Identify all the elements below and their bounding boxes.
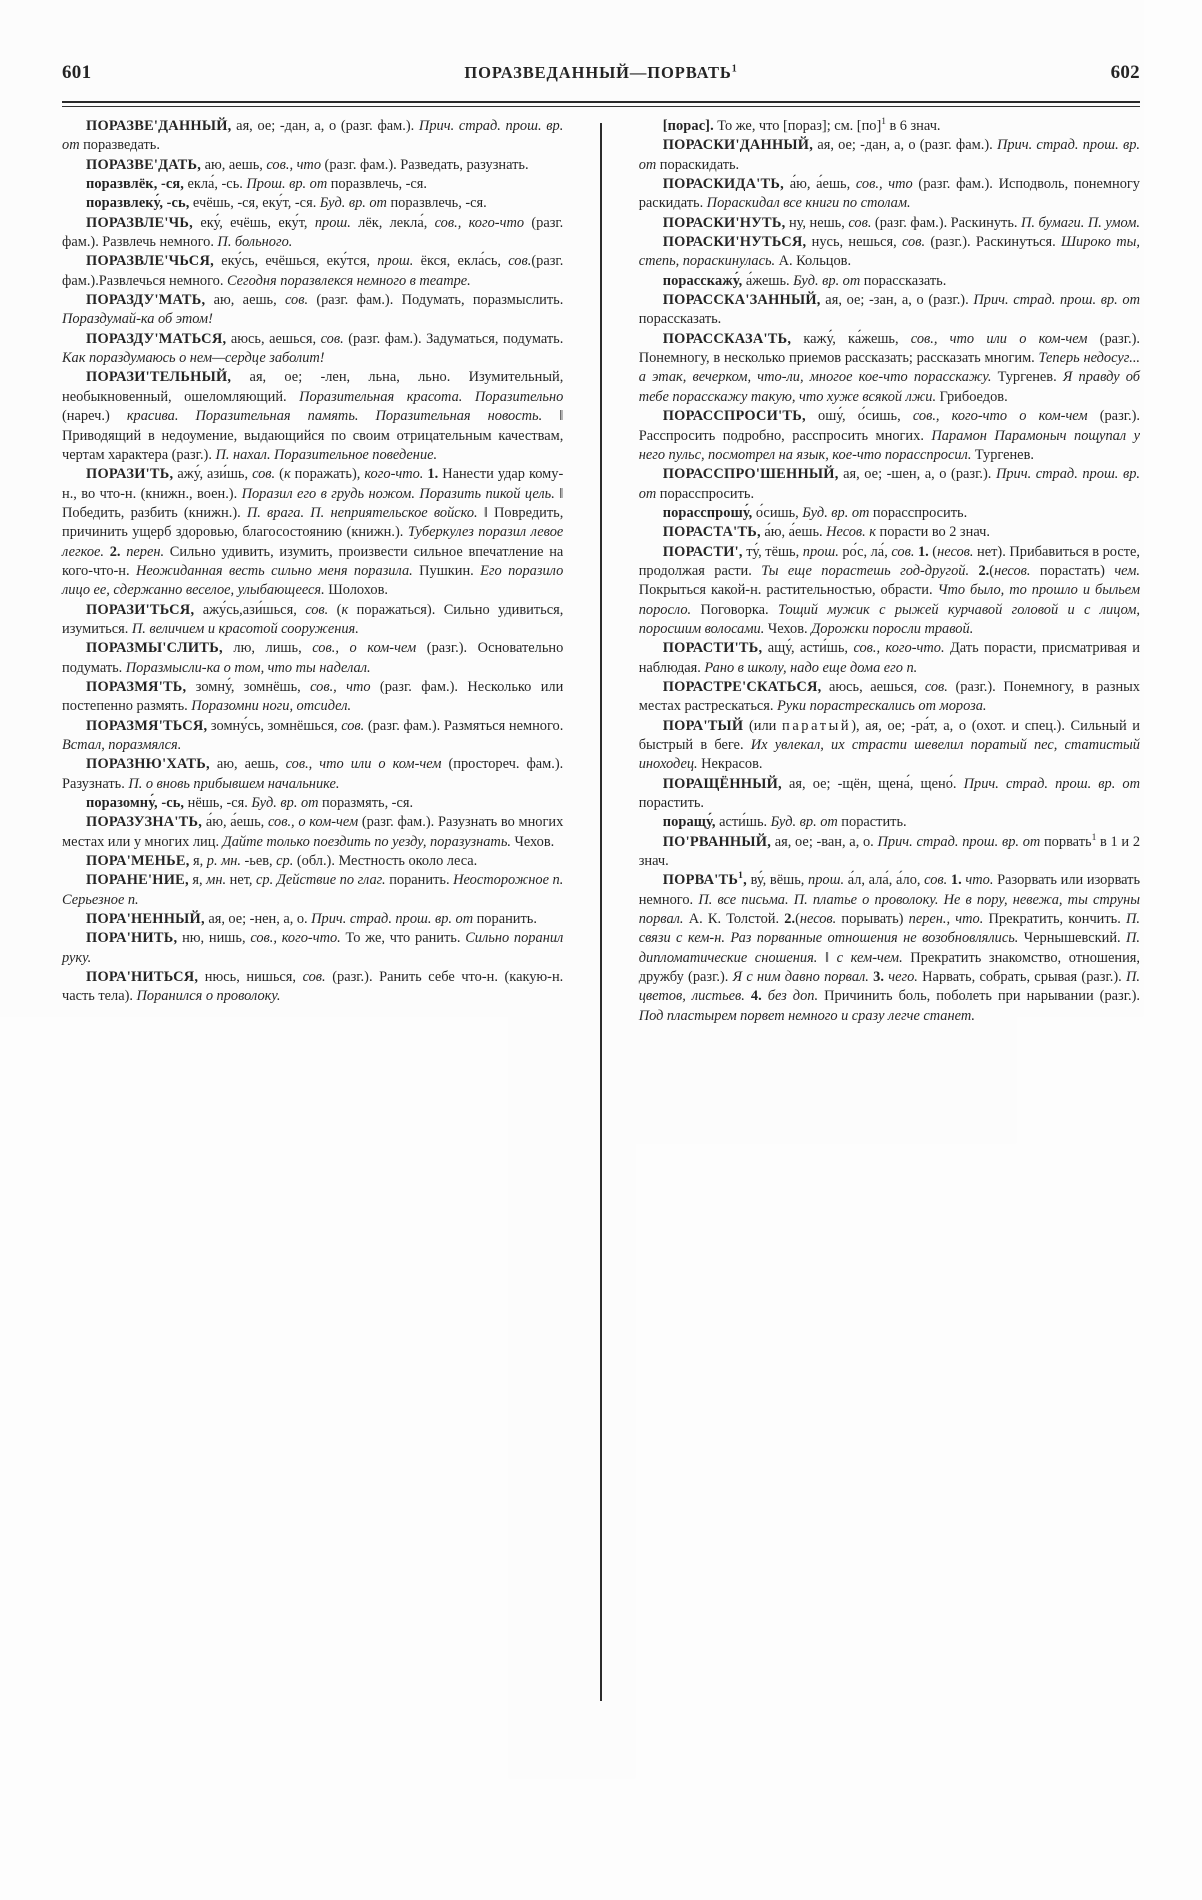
dictionary-entry	[639, 504, 1140, 523]
entry-definition: ту́, тёшь, прош. ро́с, ла́, сов. 1. (несов. нет). Прибавиться в росте, продолжая расти. Ты еще порастешь год-другой. 2.(несов. порастать) чем. Покрыться какой-н. растительностью, обрасти. Что было, то прошло и быльем поросло. Поговорка. Тощий мужик с рыжей курчавой головой и с лицом, поросшим волосами. Чехов. Дорожки поросли травой.	[638, 543, 1141, 637]
entry-definition: аю, аешь, сов., что или о ком-чем (простореч. фам.). Разузнать. П. о вновь прибывшем начальнике.	[62, 756, 564, 792]
entry-definition: ая, ое; -щён, щена́, щено́. Прич. страд. прош. вр. от порастить.	[638, 775, 1141, 812]
entry-headword: поращу́,	[662, 814, 716, 831]
entry-headword: ПОРАССКА'ЗАННЫЙ,	[662, 292, 821, 309]
entry-headword: ПОРАСКИДА'ТЬ,	[662, 176, 785, 193]
entry-definition: ну, нешь, сов. (разг. фам.). Раскинуть. П. бумаги. П. умом.	[785, 214, 1140, 231]
dictionary-entry	[62, 601, 563, 640]
entry-headword: ПОРАССКАЗА'ТЬ,	[662, 330, 792, 347]
dictionary-entry	[62, 117, 563, 156]
dictionary-entry	[639, 272, 1140, 291]
entry-headword: ПОРА'НИТЬ,	[86, 930, 178, 947]
entry-headword: ПОРА'МЕНЬЕ,	[86, 853, 190, 870]
dictionary-entry	[62, 813, 563, 852]
entry-headword: ПОРАЗИ'ТЬ,	[86, 466, 174, 483]
dictionary-entry	[639, 291, 1140, 330]
dictionary-entry	[62, 968, 563, 1007]
entry-headword: порасспрошу́,	[662, 504, 753, 521]
entry-definition: лю, лишь, сов., о ком-чем (разг.). Основательно подумать. Поразмысли-ка о том, что ты наделал.	[62, 640, 564, 676]
entry-headword: ПОРАЗВЕ'ДАННЫЙ,	[86, 118, 232, 134]
entry-definition: еку́сь, ечёшься, еку́тся, прош. ёкся, екла́сь, сов.(разг. фам.).Развлечься немного. Сегодня поразвлекся немного в театре.	[62, 253, 564, 289]
entry-headword: ПОРАЗМЫ'СЛИТЬ,	[86, 640, 223, 657]
running-head-title	[464, 63, 737, 83]
dictionary-entry	[62, 175, 563, 194]
entry-headword: ПОРАССПРОСИ'ТЬ,	[662, 408, 806, 425]
dictionary-entry	[62, 871, 563, 910]
entry-headword: ПОРАЗВЕ'ДАТЬ,	[86, 156, 202, 173]
entry-definition: аюсь, аешься, сов. (разг.). Понемногу, в разных местах растрескаться. Руки порастрескались от мороза.	[638, 678, 1141, 715]
entry-definition: ая, ое; -лен, льна, льно. Изумительный, необыкновенный, ошеломляющий. Поразительная красота. Поразительно (нареч.) красива. Поразительная память. Поразительная новость. ‖ Приводящий в недоумение, выдающийся по своим отрицательным качествам, чертам характера (разг.). П. нахал. Поразительное поведение.	[62, 369, 564, 463]
column-divider-rule	[600, 123, 602, 1701]
entry-headword: ПОРАЗВЛЕ'ЧЬСЯ,	[86, 253, 214, 270]
entry-definition: ву́, вёшь, прош. а́л, ала́, а́ло, сов. 1. что. Разорвать или изорвать немного. П. все письма. П. платье о проволоку. Не в пору, невежа, ты струны порвал. А. К. Толстой. 2.(несов. порывать) перен., что. Прекратить, кончить. П. связи с кем-н. Раз порванные отношения не возобновлялись. Чернышевский. П. дипломатические сношения. ‖ с кем-чем. Прекратить знакомство, отношения, дружбу (разг.). Я с ним давно порвал. 3. чего. Нарвать, собрать, срывая (разг.). П. цветов, листьев. 4. без доп. Причинить боль, поболеть при нарывании (разг.). Под пластырем порвет немного и сразу легче станет.	[638, 872, 1141, 1024]
entry-definition: я, мн. нет, ср. Действие по глаг. поранить. Неосторожное п. Серьезное п.	[62, 872, 564, 908]
entry-headword: ПОРАЗДУ'МАТЬСЯ,	[86, 330, 227, 347]
running-head-text: ПОРАЗВЕДАННЫЙ—ПОРВАТЬ	[464, 63, 732, 82]
entry-definition: аю, аешь, сов., что (разг. фам.). Разведать, разузнать.	[201, 156, 529, 173]
dictionary-entry	[62, 717, 563, 756]
entry-definition: ая, ое; -зан, а, о (разг.). Прич. страд. прош. вр. от порассказать.	[638, 292, 1141, 328]
entry-definition: ая, ое; -дан, а, о (разг. фам.). Прич. страд. прош. вр. от поразведать.	[62, 118, 564, 154]
entry-definition: асти́шь. Буд. вр. от порастить.	[715, 814, 907, 831]
entry-definition: (или паратый), ая, ое; -ра́т, а, о (охот. и спец.). Сильный и быстрый в беге. Их увлекал, их страсти шевелил поратый пес, статистый иноходец. Некрасов.	[638, 717, 1141, 773]
entry-headword: порасскажу́,	[662, 272, 743, 289]
dictionary-entry	[62, 794, 563, 813]
entry-headword: ПОРАССПРО'ШЕННЫЙ,	[662, 466, 839, 483]
dictionary-entry	[62, 639, 563, 678]
entry-headword: ПОРАСТИ'ТЬ,	[662, 640, 763, 657]
entry-definition: о́сишь, Буд. вр. от порасспросить.	[752, 504, 968, 521]
dictionary-entry	[62, 291, 563, 330]
entry-headword: поразвлеку́, -сь,	[86, 195, 190, 212]
dictionary-entry	[639, 717, 1140, 775]
entry-definition: а́ю, а́ешь, сов., о ком-чем (разг. фам.). Разузнать во многих местах или у многих лиц. Дайте только поездить по уезду, поразузнать. Чехов.	[62, 814, 564, 850]
entry-headword: ПОРА'НЕННЫЙ,	[86, 911, 205, 928]
header-rule-thin	[62, 106, 1140, 107]
entry-definition: ащу́, асти́шь, сов., кого-что. Дать порасти, присматривая и наблюдая. Рано в школу, надо еще дома его п.	[638, 640, 1141, 676]
entry-headword: ПОРАЗНЮ'ХАТЬ,	[86, 756, 210, 773]
dictionary-entry	[639, 214, 1140, 233]
dictionary-entry	[62, 156, 563, 175]
entry-definition: а́жешь. Буд. вр. от порассказать.	[742, 272, 947, 289]
entry-headword: ПОРАЩЁННЫЙ,	[662, 775, 782, 792]
entry-definition: ошу́, о́сишь, сов., кого-что о ком-чем (разг.). Расспросить подробно, расспросить многих. Парамон Парамоныч пощупал у него пульс, посмотрел на язык, кое-что порасспросил. Тургенев.	[638, 408, 1141, 463]
entry-headword: ПОРА'НИТЬСЯ,	[86, 969, 199, 986]
entry-headword: ПОРАСТА'ТЬ,	[662, 524, 761, 541]
dictionary-entry	[62, 214, 563, 253]
folio-left: 601	[62, 62, 92, 83]
entry-definition: аюсь, аешься, сов. (разг. фам.). Задуматься, подумать. Как пораздумаюсь о нем—сердце заболит!	[62, 330, 564, 367]
entry-definition: ая, ое; -нен, а, о. Прич. страд. прош. вр. от поранить.	[204, 911, 537, 928]
dictionary-entry	[639, 175, 1140, 214]
entry-definition: а́ю, а́ешь, сов., что (разг. фам.). Исподволь, понемногу раскидать. Пораскидал все книги по столам.	[638, 176, 1140, 212]
dictionary-entry	[62, 252, 563, 291]
running-head-superscript: 1	[731, 63, 738, 75]
entry-definition: аю, аешь, сов. (разг. фам.). Подумать, поразмыслить. Пораздумай-ка об этом!	[62, 292, 564, 328]
column-gutter	[575, 117, 626, 1757]
left-column	[62, 117, 575, 1757]
entry-definition: кажу́, ка́жешь, сов., что или о ком-чем (разг.). Понемногу, в несколько приемов рассказать; рассказать многим. Теперь недосуг... а этак, вечерком, что-ли, многое кое-что порасскажу. Тургенев. Я правду об тебе порасскажу такую, что хуже всякой лжи. Грибоедов.	[638, 330, 1141, 405]
dictionary-entry	[62, 330, 563, 369]
entry-headword: [порас].	[662, 118, 714, 134]
dictionary-entry	[639, 833, 1140, 872]
entry-headword: $ПОРВА'ТЬ^1$,	[662, 871, 747, 889]
entry-definition: я, р. мн. -ьев, ср. (обл.). Местность около леса.	[189, 853, 478, 870]
dictionary-entry	[62, 465, 563, 600]
entry-headword: ПОРАЗМЯ'ТЬ,	[86, 678, 187, 695]
entry-definition: екла́, -сь. Прош. вр. от поразвлечь, -ся.	[183, 176, 428, 193]
entry-headword: ПОРАСКИ'ДАННЫЙ,	[662, 137, 814, 154]
right-column	[627, 117, 1140, 1757]
entry-headword: ПОРАСКИ'НУТЬСЯ,	[662, 234, 807, 251]
entry-headword: ПОРАЗИ'ТЬСЯ,	[86, 601, 195, 618]
entry-definition: нёшь, -ся. Буд. вр. от поразмять, -ся.	[184, 795, 414, 812]
entry-definition: ажу́, ази́шь, сов. (к поражать), кого-что. 1. Нанести удар кому-н., во что-н. (книжн., воен.). Поразил его в грудь ножом. Поразить пикой цель. ‖ Победить, разбить (книжн.). П. врага. П. неприятельское войско. ‖ Повредить, причинить ущерб здоровью, благосостоянию (книжн.). Туберкулез поразил левое легкое. 2. перен. Сильно удивить, изумить, произвести сильное впечатление на кого-что-н. Неожиданная весть сильно меня поразила. Пушкин. Его поразило лицо ее, сдержанно веселое, улыбающееся. Шолохов.	[62, 466, 564, 599]
dictionary-entry	[62, 755, 563, 794]
dictionary-entry	[62, 910, 563, 929]
dictionary-entry	[62, 678, 563, 717]
dictionary-entry	[639, 543, 1140, 640]
running-head	[62, 62, 1140, 96]
entry-definition: еку́, ечёшь, еку́т, прош. лёк, лекла́, сов., кого-что (разг. фам.). Развлечь немного. П. больного.	[62, 214, 564, 251]
dictionary-entry	[639, 523, 1140, 542]
folio-right: 602	[1110, 62, 1140, 83]
dictionary-entry	[639, 136, 1140, 175]
entry-headword: поразомну́, -сь,	[86, 795, 185, 812]
entry-headword: ПОРАСКИ'НУТЬ,	[662, 214, 786, 231]
dictionary-entry	[639, 678, 1140, 717]
entry-headword: ПОРАЗМЯ'ТЬСЯ,	[86, 717, 208, 734]
dictionary-entry	[639, 407, 1140, 465]
entry-headword: ПОРАЗДУ'МАТЬ,	[86, 292, 206, 309]
entry-definition: зомну́, зомнёшь, сов., что (разг. фам.). Несколько или постепенно размять. Поразомни ноги, отсидел.	[62, 678, 564, 715]
entry-definition: ажу́сь,ази́шься, сов. (к поражаться). Сильно удивиться, изумиться. П. величием и красотой сооружения.	[62, 601, 564, 637]
entry-headword: ПОРАЗИ'ТЕЛЬНЫЙ,	[86, 369, 232, 386]
entry-definition: ая, ое; -дан, а, о (разг. фам.). Прич. страд. прош. вр. от пораскидать.	[638, 137, 1141, 173]
entry-headword: ПОРАЗУЗНА'ТЬ,	[86, 814, 203, 831]
dictionary-entry	[639, 330, 1140, 407]
entry-definition: То же, что [пораз]; см. [по]$^1$ в 6 знач.	[713, 117, 941, 134]
entry-definition: зомну́сь, зомнёшься, сов. (разг. фам.). Размяться немного. Встал, поразмялся.	[62, 717, 564, 753]
entry-headword: ПОРАНЕ'НИЕ,	[86, 872, 189, 889]
dictionary-entry	[639, 465, 1140, 504]
dictionary-entry	[62, 929, 563, 968]
column-container	[62, 117, 1140, 1757]
dictionary-entry	[639, 639, 1140, 678]
entry-headword: поразвлёк, -ся,	[86, 176, 184, 193]
dictionary-entry	[639, 117, 1140, 136]
entry-headword: ПО'РВАННЫЙ,	[662, 833, 772, 850]
dictionary-entry	[639, 775, 1140, 814]
entry-definition: а́ю, а́ешь. Несов. к порасти во 2 знач.	[760, 524, 990, 541]
entry-definition: ню, нишь, сов., кого-что. То же, что ранить. Сильно поранил руку.	[62, 930, 564, 966]
entry-definition: ечёшь, -ся, еку́т, -ся. Буд. вр. от поразвлечь, -ся.	[189, 195, 487, 212]
dictionary-entry	[62, 368, 563, 465]
dictionary-entry	[639, 871, 1140, 1026]
dictionary-entry	[639, 233, 1140, 272]
entry-headword: ПОРАСТРЕ'СКАТЬСЯ,	[662, 678, 822, 695]
header-rule-thick	[62, 101, 1140, 103]
entry-definition: ая, ое; -шен, а, о (разг.). Прич. страд. прош. вр. от порасспросить.	[638, 466, 1141, 502]
entry-headword: ПОРАЗВЛЕ'ЧЬ,	[86, 214, 194, 231]
dictionary-entry	[62, 852, 563, 871]
entry-definition: нусь, нешься, сов. (разг.). Раскинуться. Широко ты, степь, пораскинулась. А. Кольцов.	[638, 234, 1140, 270]
dictionary-entry	[639, 813, 1140, 832]
entry-definition: ая, ое; -ван, а, о. Прич. страд. прош. вр. от порвать$^1$ в 1 и 2 знач.	[638, 832, 1141, 870]
header-rule	[62, 101, 1140, 108]
entry-headword: ПОРАСТИ',	[662, 543, 743, 560]
dictionary-entry	[62, 194, 563, 213]
entry-headword: ПОРА'ТЫЙ	[662, 717, 744, 734]
entry-definition: нюсь, нишься, сов. (разг.). Ранить себе что-н. (какую-н. часть тела). Поранился о проволоку.	[62, 969, 564, 1005]
